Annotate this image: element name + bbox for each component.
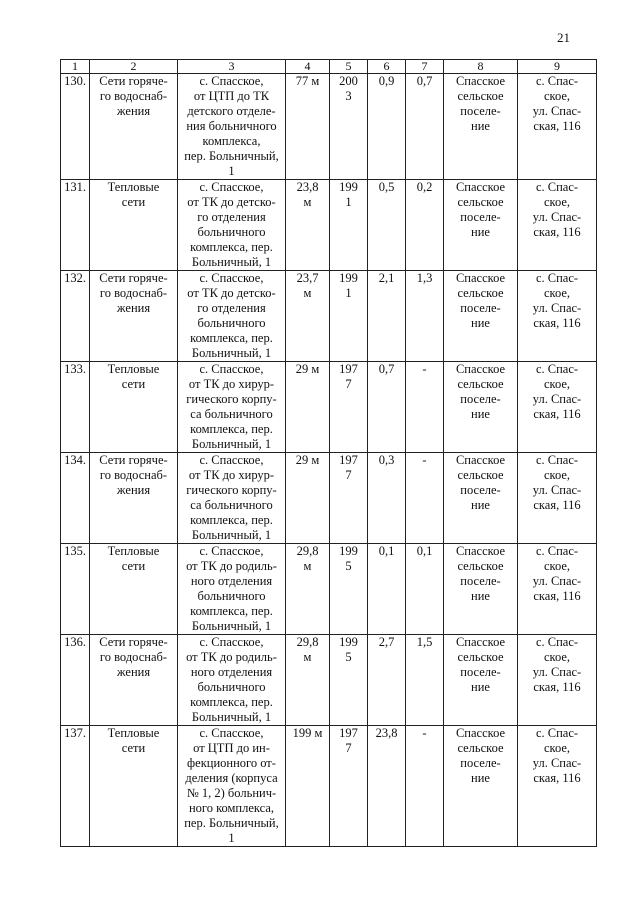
column-header-4: 4	[286, 60, 330, 74]
value-7-cell-text: 0,2	[416, 180, 433, 194]
row-number-cell-text: 136.	[64, 635, 86, 649]
network-name-cell-text: Сети горяче- го водоснаб- жения	[99, 74, 168, 118]
column-header-8: 8	[444, 60, 518, 74]
year-cell	[330, 362, 368, 453]
row-number-cell	[61, 544, 90, 635]
value-6-cell-text: 0,7	[378, 362, 395, 376]
route-cell	[178, 180, 286, 271]
network-name-cell	[90, 362, 178, 453]
settlement-cell-text: Спасское сельское поселе- ние	[455, 74, 506, 133]
network-name-cell	[90, 74, 178, 180]
year-cell-text: 197 7	[339, 726, 358, 755]
length-cell	[286, 180, 330, 271]
column-header-3: 3	[178, 60, 286, 74]
value-6-cell-text: 0,5	[378, 180, 395, 194]
year-cell-text: 197 7	[339, 453, 358, 482]
row-number-cell-text: 131.	[64, 180, 86, 194]
year-cell	[330, 74, 368, 180]
network-name-cell-text: Тепловые сети	[107, 726, 160, 755]
settlement-cell-text: Спасское сельское поселе- ние	[455, 453, 506, 512]
length-cell	[286, 362, 330, 453]
value-6-cell-text: 2,7	[378, 635, 395, 649]
year-cell	[330, 726, 368, 847]
column-header-5: 5	[330, 60, 368, 74]
length-cell	[286, 453, 330, 544]
length-cell-text: 29,8 м	[296, 544, 319, 573]
value-6-cell-text: 0,9	[378, 74, 395, 88]
route-cell	[178, 453, 286, 544]
settlement-cell-text: Спасское сельское поселе- ние	[455, 362, 506, 421]
column-header-7: 7	[406, 60, 444, 74]
page-number: 21	[557, 30, 570, 45]
length-cell	[286, 271, 330, 362]
network-name-cell-text: Тепловые сети	[107, 180, 160, 209]
settlement-cell-text: Спасское сельское поселе- ние	[455, 271, 506, 330]
column-header-2: 2	[90, 60, 178, 74]
address-cell	[518, 544, 597, 635]
table-row	[61, 635, 597, 726]
length-cell-text: 29,8 м	[296, 635, 319, 664]
row-number-cell-text: 130.	[64, 74, 86, 88]
address-cell	[518, 180, 597, 271]
address-cell	[518, 726, 597, 847]
value-7-cell-text: 1,5	[416, 635, 433, 649]
column-header-6: 6	[368, 60, 406, 74]
settlement-cell	[444, 726, 518, 847]
settlement-cell	[444, 453, 518, 544]
route-cell	[178, 544, 286, 635]
column-header-1: 1	[61, 60, 90, 74]
row-number-cell-text: 132.	[64, 271, 86, 285]
row-number-cell-text: 134.	[64, 453, 86, 467]
year-cell-text: 199 5	[339, 544, 358, 573]
settlement-cell-text: Спасское сельское поселе- ние	[455, 635, 506, 694]
length-cell-text: 23,8 м	[296, 180, 319, 209]
row-number-cell	[61, 726, 90, 847]
value-6-cell	[368, 74, 406, 180]
length-cell	[286, 635, 330, 726]
address-cell-text: с. Спас- ское, ул. Спас- ская, 116	[532, 362, 582, 421]
value-6-cell-text: 0,3	[378, 453, 395, 467]
value-7-cell	[406, 635, 444, 726]
network-name-cell-text: Тепловые сети	[107, 362, 160, 391]
route-cell-text: с. Спасское, от ТК до детско- го отделения больничного комплекса, пер. Больничный, 1	[187, 180, 276, 269]
settlement-cell	[444, 180, 518, 271]
address-cell-text: с. Спас- ское, ул. Спас- ская, 116	[532, 544, 582, 603]
address-cell-text: с. Спас- ское, ул. Спас- ская, 116	[532, 271, 582, 330]
table-row	[61, 180, 597, 271]
network-name-cell	[90, 635, 178, 726]
settlement-cell	[444, 271, 518, 362]
route-cell-text: с. Спасское, от ЦТП до ин- фекционного от- деления (корпуса № 1, 2) больнич- ного комплекса, пер. Больничный, 1	[184, 726, 279, 845]
route-cell	[178, 635, 286, 726]
year-cell-text: 199 5	[339, 635, 358, 664]
address-cell-text: с. Спас- ское, ул. Спас- ская, 116	[532, 180, 582, 239]
route-cell-text: с. Спасское, от ЦТП до ТК детского отделе- ния больничного комплекса, пер. Больничный, 1	[184, 74, 279, 178]
value-7-cell-text: -	[422, 362, 427, 376]
length-cell	[286, 726, 330, 847]
network-name-cell	[90, 271, 178, 362]
year-cell-text: 199 1	[339, 180, 358, 209]
length-cell-text: 29 м	[295, 453, 320, 467]
year-cell	[330, 544, 368, 635]
value-7-cell	[406, 726, 444, 847]
row-number-cell	[61, 74, 90, 180]
value-7-cell	[406, 74, 444, 180]
year-cell	[330, 180, 368, 271]
settlement-cell	[444, 544, 518, 635]
network-name-cell-text: Тепловые сети	[107, 544, 160, 573]
row-number-cell	[61, 362, 90, 453]
route-cell	[178, 74, 286, 180]
network-name-cell-text: Сети горяче- го водоснаб- жения	[99, 271, 168, 315]
network-name-cell	[90, 726, 178, 847]
value-6-cell	[368, 362, 406, 453]
value-6-cell	[368, 726, 406, 847]
address-cell	[518, 635, 597, 726]
network-name-cell	[90, 453, 178, 544]
table-row	[61, 271, 597, 362]
value-7-cell	[406, 544, 444, 635]
value-7-cell-text: 0,1	[416, 544, 433, 558]
row-number-cell	[61, 453, 90, 544]
length-cell	[286, 544, 330, 635]
address-cell	[518, 74, 597, 180]
network-name-cell-text: Сети горяче- го водоснаб- жения	[99, 635, 168, 679]
year-cell-text: 197 7	[339, 362, 358, 391]
value-6-cell-text: 23,8	[375, 726, 398, 740]
route-cell	[178, 726, 286, 847]
value-6-cell	[368, 271, 406, 362]
length-cell-text: 77 м	[295, 74, 320, 88]
row-number-cell	[61, 271, 90, 362]
value-7-cell	[406, 453, 444, 544]
year-cell-text: 199 1	[339, 271, 358, 300]
table-row	[61, 726, 597, 847]
length-cell-text: 29 м	[295, 362, 320, 376]
value-7-cell-text: 1,3	[416, 271, 433, 285]
row-number-cell-text: 135.	[64, 544, 86, 558]
year-cell-text: 200 3	[339, 74, 358, 103]
network-name-cell-text: Сети горяче- го водоснаб- жения	[99, 453, 168, 497]
row-number-cell-text: 133.	[64, 362, 86, 376]
registry-table	[60, 59, 597, 847]
settlement-cell-text: Спасское сельское поселе- ние	[455, 544, 506, 603]
table-header	[61, 60, 597, 74]
value-7-cell	[406, 271, 444, 362]
year-cell	[330, 453, 368, 544]
year-cell	[330, 635, 368, 726]
column-number-row	[61, 60, 597, 74]
value-7-cell-text: -	[422, 453, 427, 467]
table-row	[61, 453, 597, 544]
route-cell-text: с. Спасское, от ТК до родиль- ного отделения больничного комплекса, пер. Больничный, 1	[186, 544, 277, 633]
settlement-cell	[444, 74, 518, 180]
year-cell	[330, 271, 368, 362]
value-6-cell	[368, 180, 406, 271]
route-cell	[178, 271, 286, 362]
value-7-cell	[406, 362, 444, 453]
value-6-cell-text: 2,1	[378, 271, 395, 285]
address-cell-text: с. Спас- ское, ул. Спас- ская, 116	[532, 726, 582, 785]
network-name-cell	[90, 544, 178, 635]
settlement-cell-text: Спасское сельское поселе- ние	[455, 726, 506, 785]
route-cell-text: с. Спасское, от ТК до хирур- гического корпу- са больничного комплекса, пер. Больничный, 1	[186, 453, 277, 542]
route-cell-text: с. Спасское, от ТК до родиль- ного отделения больничного комплекса, пер. Больничный, 1	[186, 635, 277, 724]
table-row	[61, 362, 597, 453]
network-name-cell	[90, 180, 178, 271]
value-6-cell-text: 0,1	[378, 544, 395, 558]
column-header-9: 9	[518, 60, 597, 74]
address-cell	[518, 453, 597, 544]
address-cell	[518, 271, 597, 362]
row-number-cell	[61, 635, 90, 726]
value-6-cell	[368, 453, 406, 544]
address-cell-text: с. Спас- ское, ул. Спас- ская, 116	[532, 453, 582, 512]
value-7-cell	[406, 180, 444, 271]
value-7-cell-text: -	[422, 726, 427, 740]
route-cell-text: с. Спасское, от ТК до хирур- гического корпу- са больничного комплекса, пер. Больничный, 1	[186, 362, 277, 451]
table-body	[61, 74, 597, 847]
settlement-cell	[444, 362, 518, 453]
row-number-cell	[61, 180, 90, 271]
address-cell-text: с. Спас- ское, ул. Спас- ская, 116	[532, 74, 582, 133]
row-number-cell-text: 137.	[64, 726, 86, 740]
value-6-cell	[368, 635, 406, 726]
address-cell	[518, 362, 597, 453]
value-7-cell-text: 0,7	[416, 74, 433, 88]
value-6-cell	[368, 544, 406, 635]
settlement-cell-text: Спасское сельское поселе- ние	[455, 180, 506, 239]
length-cell-text: 199 м	[292, 726, 323, 740]
route-cell	[178, 362, 286, 453]
address-cell-text: с. Спас- ское, ул. Спас- ская, 116	[532, 635, 582, 694]
settlement-cell	[444, 635, 518, 726]
length-cell-text: 23,7 м	[296, 271, 319, 300]
route-cell-text: с. Спасское, от ТК до детско- го отделения больничного комплекса, пер. Больничный, 1	[187, 271, 276, 360]
length-cell	[286, 74, 330, 180]
table-row	[61, 544, 597, 635]
table-row	[61, 74, 597, 180]
